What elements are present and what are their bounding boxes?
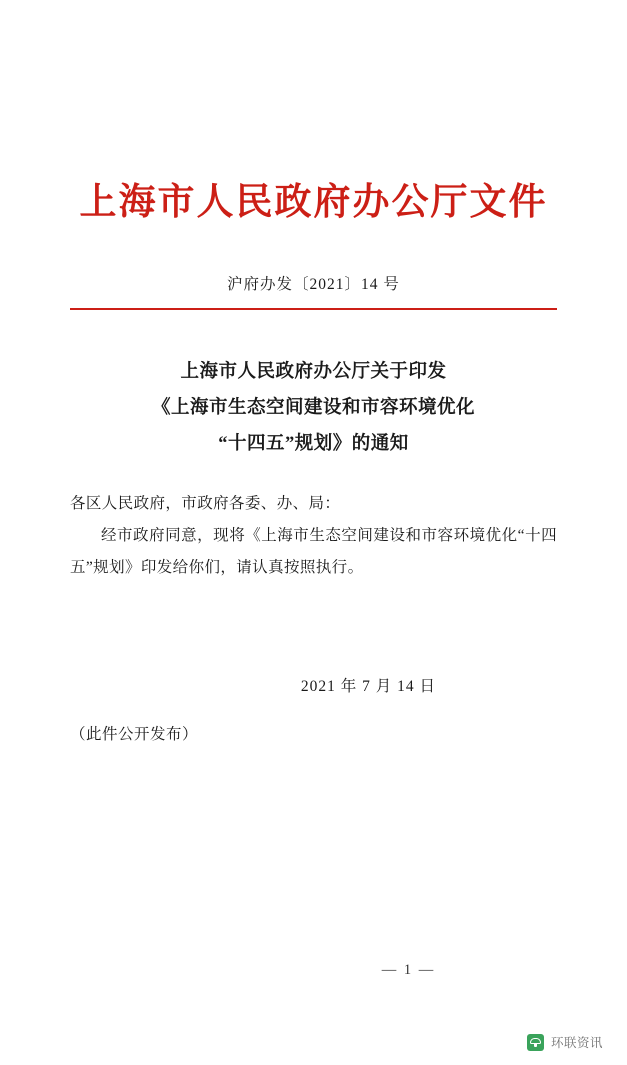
document-body bbox=[70, 488, 557, 583]
body-paragraph: 经市政府同意，现将《上海市生态空间建设和市容环境优化“十四五”规划》印发给你们，请认真按照执行。 bbox=[70, 527, 557, 576]
masthead bbox=[70, 180, 557, 226]
document-number: 沪府办发〔2021〕14 号 bbox=[227, 276, 400, 294]
brand-name: 环联资讯 bbox=[550, 1036, 603, 1050]
issue-date: 2021 年 7 月 14 日 bbox=[300, 677, 437, 695]
document-title-line-1: 上海市人民政府办公厅关于印发 bbox=[180, 362, 447, 383]
leaf-logo-icon bbox=[527, 1034, 544, 1051]
document-title-line-3: “十四五”规划》的通知 bbox=[218, 434, 409, 455]
document-page bbox=[0, 180, 627, 1065]
document-title-line-2: 《上海市生态空间建设和市容环境优化 bbox=[151, 398, 475, 419]
footer-watermark bbox=[527, 1033, 603, 1051]
masthead-title: 上海市人民政府办公厅文件 bbox=[79, 182, 548, 223]
page-number: — 1 — bbox=[381, 962, 436, 978]
red-divider-rule bbox=[70, 308, 557, 310]
document-title bbox=[70, 354, 557, 462]
public-release-note: （此件公开发布） bbox=[70, 725, 199, 743]
salutation: 各区人民政府，市政府各委、办、局： bbox=[70, 495, 341, 513]
